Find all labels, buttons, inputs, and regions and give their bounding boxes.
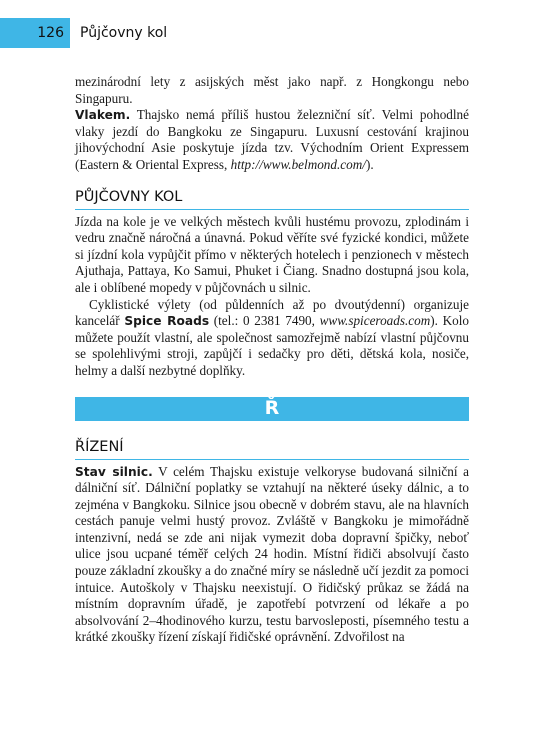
section-heading-driving: ŘÍZENÍ [75,438,469,460]
transport-intro: mezinárodní lety z asijských měst jako např. z Hongkongu nebo Singapuru. [75,74,469,106]
letter-band-label: Ř [264,397,280,420]
train-paragraph [75,107,469,173]
train-text: Thajsko nemá příliš hustou železniční síť. Velmi pohodlné vlaky jezdí do Bangkoku ze Singapuru. Luxusní cestování krajinou jihovýchodní Asie poskytuje jízda tzv. Východním Orient Expressem (Eastern & Oriental Express, [75,107,469,172]
bike-paragraph-2 [75,297,469,380]
running-header [0,18,545,48]
section-heading-bike-rental: PŮJČOVNY KOL [75,188,469,210]
page-content [75,74,469,646]
train-end: ). [365,156,374,172]
letter-band [75,397,469,421]
bike-url: www.spiceroads.com [319,313,431,329]
driving-paragraph [75,464,469,647]
driving-text: V celém Thajsku existuje velkoryse budovaná silniční a dálniční síť. Dálniční poplatky se vztahují na některé úseky dálnic, a to zejména v Bangkoku. Silnice jsou obecně v dobrém stavu, ale na hlavních cestách panuje velmi hustý provoz. Zvláště v Bangkoku je mimořádně intenzivní, nedá se zde ani nijak vymezit doba dopravní špičky, neboť ulice jsou ucpané téměř celých 24 hodin. Místní řidiči absolvují často pouze základní zkoušky a do značné míry se následně učí jezdit za pomoci intuice. Autoškoly v Thajsku neexistují. O řidičský průkaz se žádá na místním dopravním úřadě, je zapotřebí potvrzení od lékaře a po absolvování 2–4hodinového kurzu, testu barvosleposti, písemného testu a krátké zkoušky řízení získají řidičské oprávnění. Zdvořilost na [75,463,470,645]
running-title: Půjčovny kol [80,25,168,41]
bike-tel: (tel.: 0 2381 7490, [209,313,320,329]
driving-lead: Stav silnic. [75,464,153,479]
page-number-box [0,18,70,48]
bike-paragraph-1: Jízda na kole je ve velkých městech kvůli hustému provozu, zplodinám i vedru značně náročná a únavná. Pokud věříte své fyzické kondici, můžete si jízdní kola vypůjčit přímo v některých hotelech i penzionech v městech Ajuthaja, Pattaya, Ko Samui, Phuket i Čiang. Snadno dostupná jsou kola, ale i oblíbené mopedy v půjčovnách u silnic. [75,213,469,295]
bike-p2-start: Cyklistické výlety (od půldenních až po dvoutýdenní) organizuje kancelář [75,296,469,329]
train-lead: Vlakem. [75,108,131,123]
bike-company: Spice Roads [124,314,210,329]
bike-p2-end: ). Kolo můžete použít vlastní, ale společnost samozřejmě nabízí vlastní půjčovnu se spolehlivými stroji, zapůjčí i sedačky pro děti, dětská kola, nosiče, helmy a další nezbytné doplňky. [75,313,469,378]
page-number: 126 [37,25,64,41]
train-url: http://www.belmond.com/ [230,156,366,172]
